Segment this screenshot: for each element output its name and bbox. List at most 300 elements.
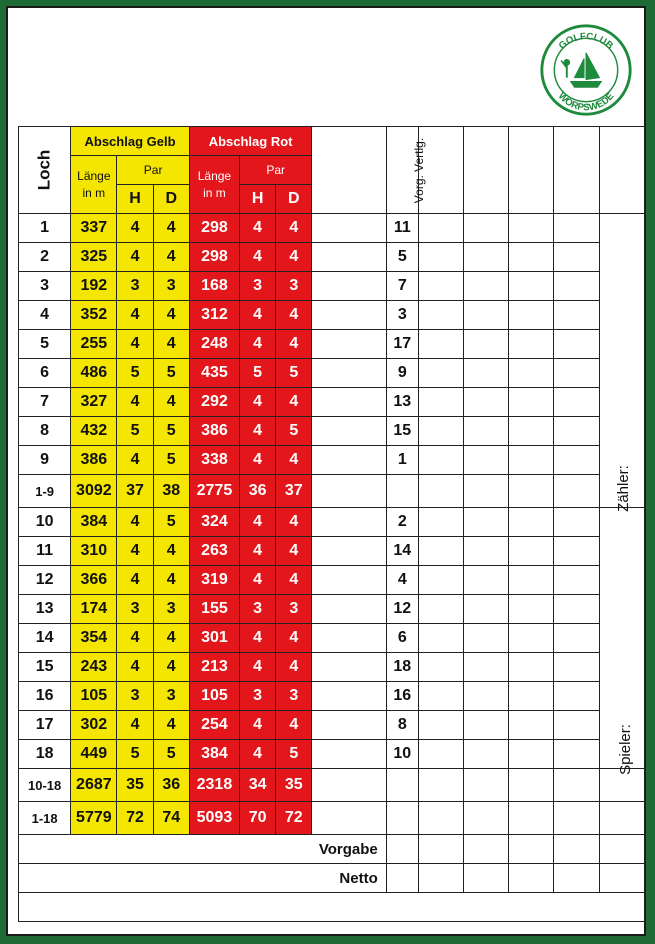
score-entry-cell [418,595,463,624]
table-cell: 354 [71,624,117,653]
table-cell: 37 [117,475,153,508]
score-entry-cell [464,835,509,864]
score-entry-cell [312,682,386,711]
hole-row-5 [19,330,645,359]
hole-row-6 [19,359,645,388]
table-cell: 325 [71,243,117,272]
table-cell: 3 [276,682,312,711]
table-cell: 4 [117,624,153,653]
table-cell: 4 [117,388,153,417]
hole-row-14 [19,624,645,653]
table-cell: 319 [189,566,239,595]
table-cell: 5 [117,417,153,446]
table-cell: 4 [240,711,276,740]
score-entry-cell [554,595,599,624]
table-cell: 386 [189,417,239,446]
score-entry-cell [554,769,599,802]
score-entry-cell [312,243,386,272]
table-cell: 2 [19,243,71,272]
table-cell: 4 [240,388,276,417]
table-cell: 12 [386,595,418,624]
score-entry-cell [599,127,644,214]
hole-row-12 [19,566,645,595]
table-cell: 5093 [189,802,239,835]
score-entry-cell [554,214,599,243]
score-entry-cell [554,802,599,835]
score-entry-cell [418,769,463,802]
table-cell: 4 [117,330,153,359]
table-cell: 18 [19,740,71,769]
score-entry-cell [312,595,386,624]
table-cell: 4 [153,214,189,243]
score-entry-cell [312,566,386,595]
score-entry-cell [312,417,386,446]
score-entry-cell [386,769,418,802]
table-cell: 3 [276,272,312,301]
score-entry-cell [418,330,463,359]
table-cell: 168 [189,272,239,301]
table-cell: 3 [240,595,276,624]
score-entry-cell [418,388,463,417]
hole-row-7 [19,388,645,417]
table-cell: 4 [240,566,276,595]
score-entry-cell [464,595,509,624]
score-entry-cell [418,711,463,740]
score-entry-cell [386,864,418,893]
table-cell: 255 [71,330,117,359]
table-cell: 4 [276,711,312,740]
table-cell: 16 [386,682,418,711]
score-entry-cell [312,653,386,682]
table-cell: 5 [117,740,153,769]
score-entry-cell [509,301,554,330]
score-entry-cell [464,566,509,595]
score-entry-cell [509,835,554,864]
table-cell: 4 [153,243,189,272]
score-entry-cell [418,740,463,769]
table-cell: 4 [117,301,153,330]
score-entry-cell [554,475,599,508]
score-entry-cell [554,711,599,740]
table-cell: 4 [276,301,312,330]
table-cell: 72 [117,802,153,835]
score-entry-cell [312,214,386,243]
hole-row-10 [19,508,645,537]
table-cell: 9 [19,446,71,475]
score-entry-cell [509,864,554,893]
score-entry-cell [599,864,644,893]
table-cell: 17 [19,711,71,740]
score-entry-cell [464,446,509,475]
score-entry-cell [464,214,509,243]
score-entry-cell [554,508,599,537]
hole-row-9 [19,446,645,475]
score-entry-cell [554,653,599,682]
table-cell: 4 [276,566,312,595]
table-cell: 386 [71,446,117,475]
score-entry-cell [418,243,463,272]
table-cell: 1-18 [19,802,71,835]
table-cell: 4 [153,653,189,682]
table-cell: 5 [276,359,312,388]
table-cell: 4 [276,330,312,359]
table-cell: 324 [189,508,239,537]
score-entry-cell [418,301,463,330]
score-entry-cell [312,359,386,388]
table-cell: 10-18 [19,769,71,802]
score-entry-cell [386,475,418,508]
table-cell: 3 [117,595,153,624]
score-entry-cell [509,537,554,566]
sum-row-total [19,802,645,835]
score-entry-cell [386,802,418,835]
table-cell: 4 [153,711,189,740]
score-entry-cell [554,864,599,893]
table-cell: 5 [19,330,71,359]
table-cell: 292 [189,388,239,417]
table-cell: 248 [189,330,239,359]
score-entry-cell [509,214,554,243]
table-cell: 38 [153,475,189,508]
hole-row-13 [19,595,645,624]
score-entry-cell [464,417,509,446]
blank-header [312,127,386,214]
table-cell: 9 [386,359,418,388]
table-cell: 432 [71,417,117,446]
score-entry-cell [554,740,599,769]
table-cell: 4 [240,653,276,682]
score-entry-cell [464,272,509,301]
score-entry-cell [312,537,386,566]
table-cell: 2687 [71,769,117,802]
netto-label: Netto [19,864,387,893]
score-entry-cell [418,214,463,243]
table-cell: 2775 [189,475,239,508]
score-entry-cell [464,330,509,359]
score-entry-cell [312,301,386,330]
table-cell: 3 [19,272,71,301]
table-cell: 4 [117,508,153,537]
table-cell: 298 [189,243,239,272]
table-cell: 37 [276,475,312,508]
score-entry-cell [418,537,463,566]
table-cell: 5 [153,417,189,446]
table-cell: 70 [240,802,276,835]
table-cell: 4 [386,566,418,595]
score-entry-cell [509,566,554,595]
table-cell: 3 [240,682,276,711]
score-entry-cell [464,537,509,566]
score-entry-cell [418,417,463,446]
score-entry-cell [418,566,463,595]
score-entry-cell [464,475,509,508]
table-cell: 384 [71,508,117,537]
scorecard [6,6,646,936]
gelb-d-header: D [153,185,189,214]
rot-par-header: Par [240,156,312,185]
score-entry-cell [312,508,386,537]
table-cell: 4 [153,537,189,566]
score-entry-cell [554,243,599,272]
table-cell: 36 [240,475,276,508]
score-entry-cell [509,508,554,537]
table-cell: 18 [386,653,418,682]
score-entry-cell [312,475,386,508]
table-cell: 4 [276,214,312,243]
hole-row-18 [19,740,645,769]
score-entry-cell [554,566,599,595]
score-entry-cell [554,624,599,653]
table-cell: 4 [117,711,153,740]
table-cell: 4 [240,624,276,653]
score-entry-cell [509,740,554,769]
logo-bottom-text: WORPSWEDE [555,90,617,114]
table-cell: 7 [19,388,71,417]
score-entry-cell [554,446,599,475]
score-table [18,126,645,922]
score-entry-cell [554,272,599,301]
score-entry-cell [418,359,463,388]
table-cell: 4 [276,624,312,653]
table-cell: 3 [117,682,153,711]
score-entry-cell [509,653,554,682]
table-cell: 263 [189,537,239,566]
hole-row-8 [19,417,645,446]
table-cell: 6 [386,624,418,653]
score-entry-cell [312,769,386,802]
hole-row-4 [19,301,645,330]
vorgabe-label: Vorgabe [19,835,387,864]
score-entry-cell [418,682,463,711]
table-cell: 4 [117,243,153,272]
table-cell: 5 [117,359,153,388]
score-entry-cell [312,711,386,740]
table-cell: 36 [153,769,189,802]
score-entry-cell [312,802,386,835]
score-entry-cell [418,475,463,508]
table-cell: 449 [71,740,117,769]
table-cell: 12 [19,566,71,595]
table-cell: 4 [276,537,312,566]
score-entry-cell [464,624,509,653]
table-cell: 13 [386,388,418,417]
score-entry-cell [509,446,554,475]
score-entry-cell [509,243,554,272]
table-cell: 5 [276,740,312,769]
score-entry-cell [554,301,599,330]
logo-top-text: GOLFCLUB [556,31,616,52]
table-cell: 5 [153,740,189,769]
table-cell: 254 [189,711,239,740]
table-cell: 298 [189,214,239,243]
table-cell: 6 [19,359,71,388]
table-cell: 5 [153,508,189,537]
table-cell: 4 [276,243,312,272]
table-cell: 105 [189,682,239,711]
score-entry-cell [509,359,554,388]
table-cell: 4 [153,624,189,653]
score-entry-cell [312,624,386,653]
table-cell: 7 [386,272,418,301]
table-cell: 3 [153,682,189,711]
table-cell: 4 [153,301,189,330]
table-cell: 310 [71,537,117,566]
table-cell: 4 [117,537,153,566]
table-cell: 11 [386,214,418,243]
score-entry-cell [464,127,509,214]
table-cell: 4 [240,243,276,272]
hole-row-17 [19,711,645,740]
score-entry-cell [19,893,645,922]
table-cell: 5 [153,446,189,475]
table-cell: 15 [386,417,418,446]
table-cell: 174 [71,595,117,624]
score-entry-cell [464,388,509,417]
table-cell: 14 [386,537,418,566]
rot-d-header: D [276,185,312,214]
table-cell: 35 [276,769,312,802]
blank-bottom-row [19,893,645,922]
score-entry-cell [464,508,509,537]
score-entry-cell [509,595,554,624]
table-cell: 10 [386,740,418,769]
score-entry-cell [464,711,509,740]
table-cell: 435 [189,359,239,388]
zaehler-label: Zähler: [599,214,644,508]
score-entry-cell [418,624,463,653]
score-entry-cell [509,769,554,802]
score-entry-cell [312,272,386,301]
score-entry-cell [464,682,509,711]
gelb-h-header: H [117,185,153,214]
table-cell: 4 [117,566,153,595]
table-cell: 35 [117,769,153,802]
score-entry-cell [554,330,599,359]
score-entry-cell [464,653,509,682]
table-cell: 486 [71,359,117,388]
table-cell: 8 [19,417,71,446]
sum-row-back [19,769,645,802]
table-cell: 5 [386,243,418,272]
score-entry-cell [509,388,554,417]
table-cell: 3 [386,301,418,330]
score-entry-cell [509,127,554,214]
table-cell: 4 [276,388,312,417]
table-cell: 4 [153,566,189,595]
table-cell: 4 [117,446,153,475]
score-entry-cell [418,446,463,475]
score-entry-cell [312,446,386,475]
score-entry-cell [554,417,599,446]
table-cell: 4 [240,301,276,330]
abschlag-gelb-header: Abschlag Gelb [71,127,190,156]
score-entry-cell [509,682,554,711]
table-cell: 10 [19,508,71,537]
hole-row-3 [19,272,645,301]
table-cell: 3 [240,272,276,301]
score-entry-cell [509,417,554,446]
score-entry-cell [509,330,554,359]
table-cell: 213 [189,653,239,682]
score-entry-cell [464,802,509,835]
table-cell: 3092 [71,475,117,508]
netto-row [19,864,645,893]
score-entry-cell [554,835,599,864]
table-cell: 5779 [71,802,117,835]
hole-row-15 [19,653,645,682]
table-cell: 3 [117,272,153,301]
table-cell: 352 [71,301,117,330]
table-cell: 4 [240,446,276,475]
table-cell: 8 [386,711,418,740]
table-cell: 105 [71,682,117,711]
score-entry-cell [418,272,463,301]
hole-row-16 [19,682,645,711]
score-entry-cell [509,802,554,835]
table-cell: 302 [71,711,117,740]
score-entry-cell [554,127,599,214]
score-entry-cell [554,682,599,711]
abschlag-rot-header: Abschlag Rot [189,127,312,156]
table-cell: 4 [153,388,189,417]
score-entry-cell [418,653,463,682]
score-entry-cell [418,508,463,537]
table-cell: 3 [276,595,312,624]
table-cell: 4 [276,653,312,682]
table-cell: 15 [19,653,71,682]
table-cell: 4 [276,508,312,537]
score-entry-cell [312,388,386,417]
table-cell: 301 [189,624,239,653]
table-cell: 384 [189,740,239,769]
sum-row-front [19,475,645,508]
score-entry-cell [418,864,463,893]
vorgabe-row [19,835,645,864]
score-entry-cell [464,864,509,893]
gelb-par-header: Par [117,156,189,185]
table-cell: 4 [240,330,276,359]
table-cell: 243 [71,653,117,682]
score-entry-cell [418,802,463,835]
score-entry-cell [464,301,509,330]
table-cell: 337 [71,214,117,243]
table-cell: 366 [71,566,117,595]
table-cell: 13 [19,595,71,624]
table-cell: 11 [19,537,71,566]
table-cell: 5 [153,359,189,388]
table-cell: 5 [276,417,312,446]
table-cell: 17 [386,330,418,359]
table-cell: 74 [153,802,189,835]
table-cell: 34 [240,769,276,802]
score-entry-cell [312,330,386,359]
table-cell: 1-9 [19,475,71,508]
table-cell: 4 [240,508,276,537]
table-cell: 16 [19,682,71,711]
golfclub-logo [538,22,634,118]
loch-header: Loch [19,127,71,214]
score-entry-cell [509,711,554,740]
score-entry-cell [418,835,463,864]
vorgabe-verteilung-header: Vorg. Vertlg. [386,127,418,214]
table-cell: 4 [117,653,153,682]
score-entry-cell [464,359,509,388]
gelb-laenge-header: Länge in m [71,156,117,214]
table-cell: 2 [386,508,418,537]
rot-h-header: H [240,185,276,214]
hole-row-2 [19,243,645,272]
table-cell: 4 [240,740,276,769]
